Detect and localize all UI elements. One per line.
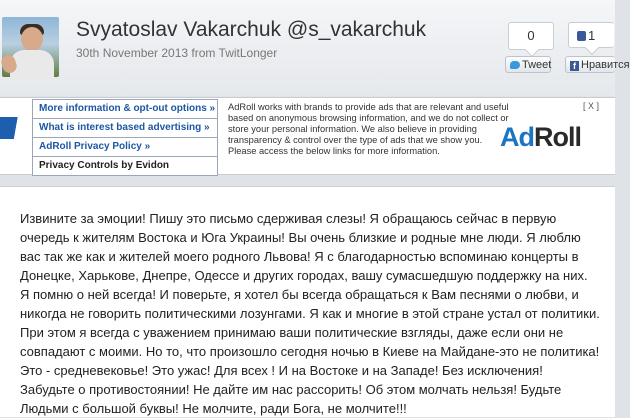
ad-disclosure-panel — [0, 97, 615, 175]
adroll-privacy-policy-link[interactable]: AdRoll Privacy Policy » — [33, 138, 217, 157]
message-panel — [0, 186, 615, 417]
adroll-logo-ad: Ad — [500, 122, 534, 152]
author-name[interactable]: Svyatoslav Vakarchuk @s_vakarchuk — [76, 18, 427, 41]
facebook-icon: f — [570, 61, 579, 71]
avatar-face — [21, 27, 43, 51]
avatar[interactable] — [2, 17, 59, 77]
facebook-like-button[interactable] — [565, 56, 630, 73]
more-info-opt-out-link[interactable]: More information & opt-out options » — [33, 100, 217, 119]
ad-links-box — [32, 99, 218, 176]
evidon-privacy-controls: Privacy Controls by Evidon — [39, 160, 170, 171]
tweet-count: 0 — [508, 22, 554, 50]
ad-close-button[interactable]: [ X ] — [583, 101, 600, 111]
adroll-logo-roll: Roll — [534, 122, 581, 152]
facebook-like-label: Нравится — [581, 59, 630, 71]
ad-banner-fragment — [0, 117, 28, 139]
like-count — [568, 22, 614, 48]
interest-based-ads-link[interactable]: What is interest based advertising » — [33, 119, 217, 138]
ad-disclosure-text: AdRoll works with brands to provide ads that are relevant and useful based on anonymous browsing information, and we do not collect or store your personal information. We also believe in providing transparency & control over the type of ads that we show you. Please access the below links for more information. — [228, 102, 509, 156]
thumbs-up-icon — [577, 31, 586, 41]
message-body: Извините за эмоции! Пишу это письмо сдерживая слезы! Я обращаюсь сейчас в первую очередь к жителям Востока и Юга Украины! Вы очень близкие и родные мне люди. Я люблю вас так же как и жителей моего родного Львова! Я с благодарностью вспоминаю концерты в Донецке, Харькове, Днепре, Одессе и других городах, вашу сумасшедшую поддержку на них. Я помню о ней всегда! И поверьте, я хотел бы всегда обращаться к Вам песнями о любви, и никогда не говорить политическими лозунгами. Я как и многие в этой стране устал от политики. При этом я всегда с уважением принимаю ваши политические взгляды, даже если они не совпадают с моими. Но то, что произошло сегодня ночью в Киеве на Майдане-это не политика! Это - средневековье! Это ужас! Для всех ! И на Востоке и на Западе! Без исключения! Забудьте о противостоянии! Не дайте им нас рассорить! Об этом молчать нельзя! Будьте Людьми с большой буквы! Не молчите, ради Бога, не молчите!!! — [20, 211, 600, 416]
post-meta: 30th November 2013 from TwitLonger — [76, 46, 278, 60]
tweet-button-label: Tweet — [522, 59, 552, 71]
like-count-value: 1 — [588, 28, 596, 43]
twitter-bird-icon — [510, 61, 520, 69]
tweet-button[interactable] — [505, 56, 551, 73]
adroll-logo — [500, 122, 581, 153]
